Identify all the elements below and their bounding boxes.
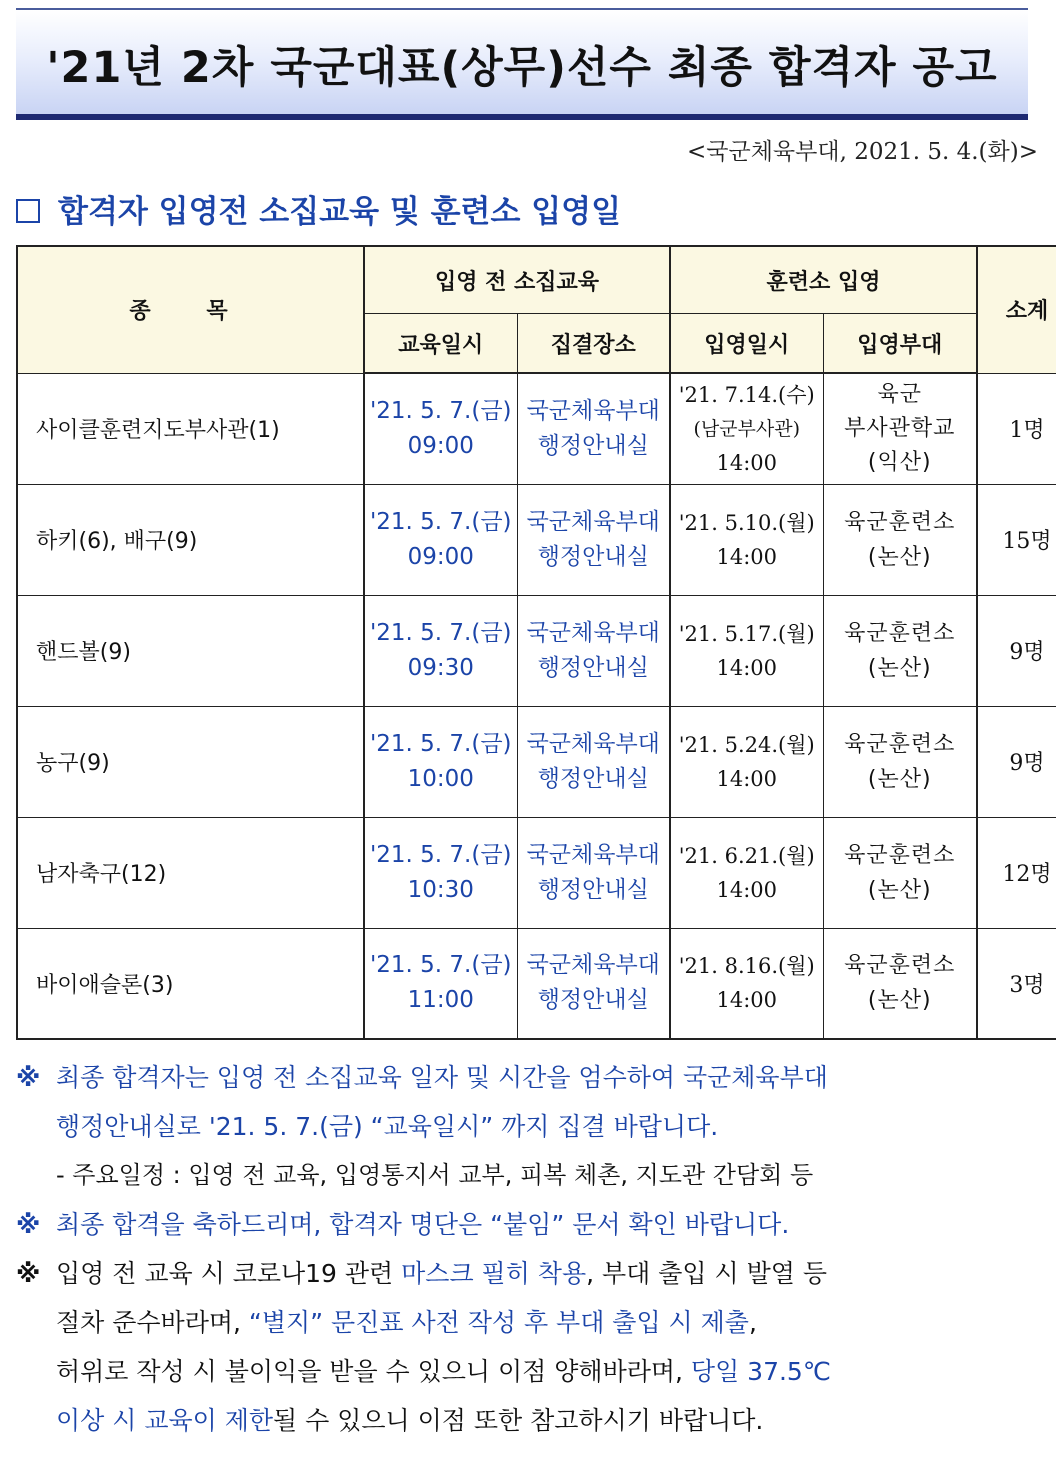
header-pre-education: 입영 전 소집교육 [364,246,670,314]
note-3-highlight-mask: 마스크 필히 착용 [401,1259,587,1288]
edu-time: 10:00 [407,765,474,792]
unit-line1: 육군훈련소 [844,731,956,757]
reference-mark-icon: ※ [16,1259,41,1288]
enlist-datetime-cell [670,706,823,817]
edu-date: '21. 5. 7.(금) [369,841,512,868]
unit-line3: (익산) [867,449,932,475]
enlist-time: 14:00 [716,450,778,475]
place-line2: 행정안내실 [537,654,649,681]
enlist-unit-cell [823,706,977,817]
place-line1: 국군체육부대 [526,952,660,979]
enlist-date: '21. 5.24.(월) [678,732,815,757]
subtotal-cell: 9명 [977,595,1056,706]
sport-cell: 남자축구(12) [17,817,364,928]
gathering-place-cell [517,373,670,484]
note-3-line-3 [16,1347,1056,1396]
enlist-datetime-cell [670,928,823,1039]
edu-date: '21. 5. 7.(금) [369,730,512,757]
gathering-place-cell [517,817,670,928]
place-line2: 행정안내실 [537,987,649,1014]
note-3-highlight-form: “별지” 문진표 사전 작성 후 부대 출입 시 제출 [248,1308,749,1337]
table-row [17,706,1056,817]
place-line2: 행정안내실 [537,876,649,903]
enlist-datetime-cell [670,373,823,484]
unit-line2: (논산) [867,655,932,681]
edu-date: '21. 5. 7.(금) [369,397,512,424]
reference-mark-icon: ※ [16,1063,41,1092]
edu-time: 10:30 [407,876,474,903]
enlist-datetime-cell [670,484,823,595]
page-title: '21년 2차 국군대표(상무)선수 최종 합격자 공고 [46,43,998,93]
enlist-date: '21. 8.16.(월) [678,954,815,979]
header-camp-enlistment: 훈련소 입영 [670,246,977,314]
place-line2: 행정안내실 [537,543,649,570]
note-1-text-1: 최종 합격자는 입영 전 소집교육 일자 및 시간을 엄수하여 국군체육부대 [56,1063,828,1092]
note-3-highlight-limit: 이상 시 교육이 제한 [56,1406,274,1435]
enlist-unit-cell [823,817,977,928]
edu-datetime-cell [364,706,517,817]
header-subtotal: 소계 [977,246,1056,373]
unit-line2: (논산) [867,877,932,903]
note-3-text-f: , [748,1308,757,1337]
edu-date: '21. 5. 7.(금) [369,619,512,646]
sport-cell: 농구(9) [17,706,364,817]
enlist-time: 14:00 [716,988,778,1013]
unit-line1: 육군 [877,381,923,407]
place-line1: 국군체육부대 [526,730,660,757]
edu-datetime-cell [364,817,517,928]
enlist-time: 14:00 [716,655,778,680]
table-row [17,817,1056,928]
schedule-table [16,245,1056,1040]
unit-line2: (논산) [867,766,932,792]
note-3-line-1 [16,1249,1056,1298]
unit-line1: 육군훈련소 [844,842,956,868]
enlist-datetime-cell [670,817,823,928]
reference-mark-icon: ※ [16,1210,41,1239]
issuer-date: <국군체육부대, 2021. 5. 4.(화)> [687,139,1038,165]
enlist-date: '21. 7.14.(수) [678,382,815,407]
edu-datetime-cell [364,373,517,484]
edu-time: 09:00 [407,543,474,570]
table-row [17,373,1056,484]
subtotal-cell: 12명 [977,817,1056,928]
enlist-time: 14:00 [716,544,778,569]
gathering-place-cell [517,595,670,706]
table-row [17,484,1056,595]
enlist-datetime-cell [670,595,823,706]
enlist-time: 14:00 [716,766,778,791]
note-3-text-a: 입영 전 교육 시 코로나19 관련 [56,1259,402,1288]
sport-cell: 바이애슬론(3) [17,928,364,1039]
table-row [17,928,1056,1039]
unit-line1: 육군훈련소 [844,620,956,646]
enlist-unit-cell [823,484,977,595]
gathering-place-cell [517,928,670,1039]
note-1-subitem: - 주요일정 : 입영 전 교육, 입영통지서 교부, 피복 체촌, 지도관 간담회 등 [56,1161,814,1189]
place-line1: 국군체육부대 [526,397,660,424]
section-heading [16,186,621,231]
section-heading-text: 합격자 입영전 소집교육 및 훈련소 입영일 [58,194,622,230]
edu-datetime-cell [364,595,517,706]
note-3-text-c: , 부대 출입 시 발열 등 [586,1259,827,1288]
note-3-text-d: 절차 준수바라며, [56,1308,249,1337]
checkbox-square-icon [16,199,40,223]
subtotal-cell: 1명 [977,373,1056,484]
enlist-unit-cell [823,373,977,484]
enlist-date: '21. 6.21.(월) [678,843,815,868]
note-3-highlight-temp: 당일 37.5℃ [690,1357,831,1386]
note-3-text-g: 허위로 작성 시 불이익을 받을 수 있으니 이점 양해바라며, [56,1357,691,1386]
note-1-line-1 [16,1053,1056,1102]
note-2 [16,1200,1056,1249]
unit-line1: 육군훈련소 [844,509,956,535]
subtotal-cell: 15명 [977,484,1056,595]
edu-time: 11:00 [407,987,474,1014]
edu-date: '21. 5. 7.(금) [369,952,512,979]
subtotal-cell: 3명 [977,928,1056,1039]
sport-cell: 사이클훈련지도부사관(1) [17,373,364,484]
edu-time: 09:30 [407,654,474,681]
enlist-date: '21. 5.10.(월) [678,510,815,535]
header-edu-datetime: 교육일시 [364,314,517,374]
edu-datetime-cell [364,484,517,595]
edu-time: 09:00 [407,432,474,459]
sport-cell: 하키(6), 배구(9) [17,484,364,595]
note-3-line-2 [16,1298,1056,1347]
gathering-place-cell [517,706,670,817]
unit-line2: (논산) [867,544,932,570]
sport-cell: 핸드볼(9) [17,595,364,706]
unit-line2: 부사관학교 [844,415,956,441]
header-gathering-place: 집결장소 [517,314,670,374]
note-3-text-j: 될 수 있으니 이점 또한 참고하시기 바랍니다. [273,1406,764,1435]
note-1-line-2: 행정안내실로 '21. 5. 7.(금) “교육일시” 까지 집결 바랍니다. [56,1112,719,1141]
subtotal-cell: 9명 [977,706,1056,817]
edu-date: '21. 5. 7.(금) [369,508,512,535]
title-banner [16,8,1028,120]
header-sport: 종 목 [17,246,364,373]
place-line1: 국군체육부대 [526,841,660,868]
edu-datetime-cell [364,928,517,1039]
unit-line1: 육군훈련소 [844,953,956,979]
table-row [17,595,1056,706]
enlist-date: '21. 5.17.(월) [678,621,815,646]
enlist-time: 14:00 [716,877,778,902]
notes-section [16,1053,1056,1445]
header-enlist-unit: 입영부대 [823,314,977,374]
gathering-place-cell [517,484,670,595]
place-line1: 국군체육부대 [526,508,660,535]
note-2-text: 최종 합격을 축하드리며, 합격자 명단은 “붙임” 문서 확인 바랍니다. [56,1210,790,1239]
header-enlist-datetime: 입영일시 [670,314,823,374]
place-line2: 행정안내실 [537,432,649,459]
place-line1: 국군체육부대 [526,619,660,646]
enlist-unit-cell [823,928,977,1039]
unit-line2: (논산) [867,988,932,1014]
enlist-unit-cell [823,595,977,706]
place-line2: 행정안내실 [537,765,649,792]
enlist-note: (남군부사관) [693,417,801,440]
note-3-line-4 [16,1396,1056,1445]
